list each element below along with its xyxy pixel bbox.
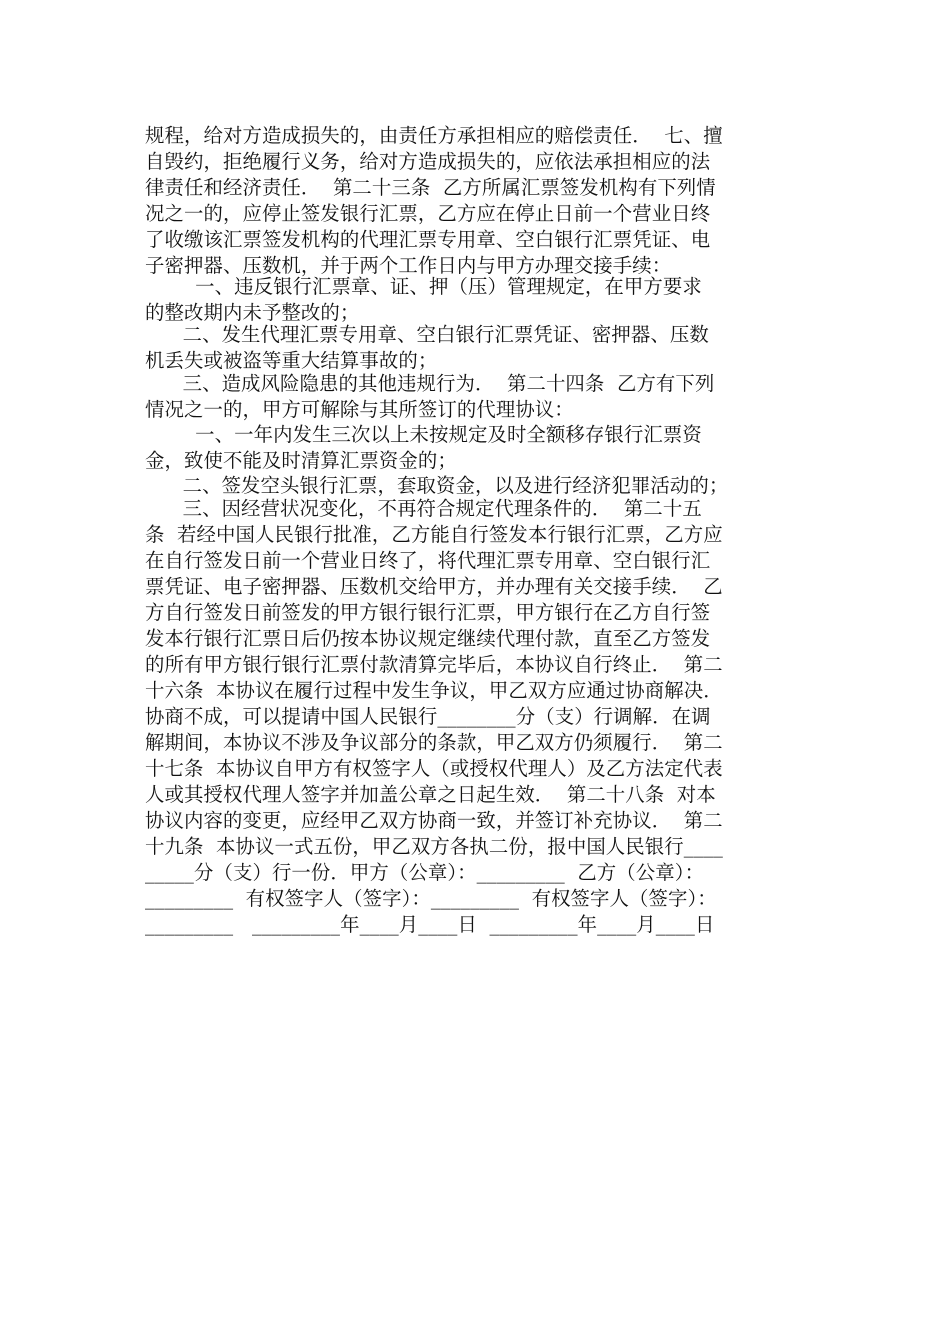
text-line: 三、因经营状况变化，不再符合规定代理条件的． 第二十五 — [145, 497, 702, 520]
text-line: _____分（支）行一份．甲方（公章）：_________ 乙方（公章）： — [145, 861, 705, 884]
text-line: 子密押器、压数机，并于两个工作日内与甲方办理交接手续： — [145, 254, 672, 277]
text-line: 发本行银行汇票日后仍按本协议规定继续代理付款，直至乙方签发 — [145, 627, 711, 650]
text-line: 十七条 本协议自甲方有权签字人（或授权代理人）及乙方法定代表 — [145, 757, 723, 780]
text-line: 人或其授权代理人签字并加盖公章之日起生效． 第二十八条 对本 — [145, 783, 716, 806]
text-line: _________ _________年____月____日 _________年____月____日 — [145, 913, 715, 936]
text-line: 的所有甲方银行银行汇票付款清算完毕后，本协议自行终止． 第二 — [145, 653, 723, 676]
text-line: 解期间，本协议不涉及争议部分的条款，甲乙双方仍须履行． 第二 — [145, 731, 723, 754]
text-line: 金，致使不能及时清算汇票资金的； — [145, 449, 457, 472]
text-line: 的整改期内未予整改的； — [145, 301, 360, 324]
text-line: _________ 有权签字人（签字）：_________ 有权签字人（签字）： — [145, 887, 717, 910]
text-line: 协议内容的变更，应经甲乙双方协商一致，并签订补充协议． 第二 — [145, 809, 723, 832]
text-line: 二、发生代理汇票专用章、空白银行汇票凭证、密押器、压数 — [145, 323, 709, 346]
text-line: 票凭证、电子密押器、压数机交给甲方，并办理有关交接手续． 乙 — [145, 575, 723, 598]
text-line: 方自行签发日前签发的甲方银行银行汇票，甲方银行在乙方自行签 — [145, 601, 711, 624]
text-line: 规程，给对方造成损失的，由责任方承担相应的赔偿责任． 七、擅 — [145, 124, 723, 147]
text-line: 一、一年内发生三次以上未按规定及时全额移存银行汇票资 — [145, 423, 702, 446]
text-line: 三、造成风险隐患的其他违规行为． 第二十四条 乙方有下列 — [145, 372, 715, 395]
text-line: 一、违反银行汇票章、证、押（压）管理规定，在甲方要求 — [145, 275, 702, 298]
text-line: 了收缴该汇票签发机构的代理汇票专用章、空白银行汇票凭证、电 — [145, 228, 711, 251]
text-line: 二、签发空头银行汇票，套取资金，以及进行经济犯罪活动的； — [145, 474, 729, 497]
text-line: 协商不成，可以提请中国人民银行________分（支）行调解．在调 — [145, 705, 711, 728]
text-line: 律责任和经济责任． 第二十三条 乙方所属汇票签发机构有下列情 — [145, 176, 716, 199]
text-line: 机丢失或被盗等重大结算事故的； — [145, 349, 438, 372]
text-line: 况之一的，应停止签发银行汇票，乙方应在停止日前一个营业日终 — [145, 202, 711, 225]
text-line: 在自行签发日前一个营业日终了，将代理汇票专用章、空白银行汇 — [145, 549, 711, 572]
text-line: 十六条 本协议在履行过程中发生争议，甲乙双方应通过协商解决． — [145, 679, 723, 702]
text-line: 十九条 本协议一式五份，甲乙双方各执二份，报中国人民银行____ — [145, 835, 723, 858]
text-line: 条 若经中国人民银行批准，乙方能自行签发本行银行汇票，乙方应 — [145, 523, 723, 546]
text-line: 自毁约，拒绝履行义务，给对方造成损失的，应依法承担相应的法 — [145, 150, 711, 173]
text-line: 情况之一的，甲方可解除与其所签订的代理协议： — [145, 398, 574, 421]
